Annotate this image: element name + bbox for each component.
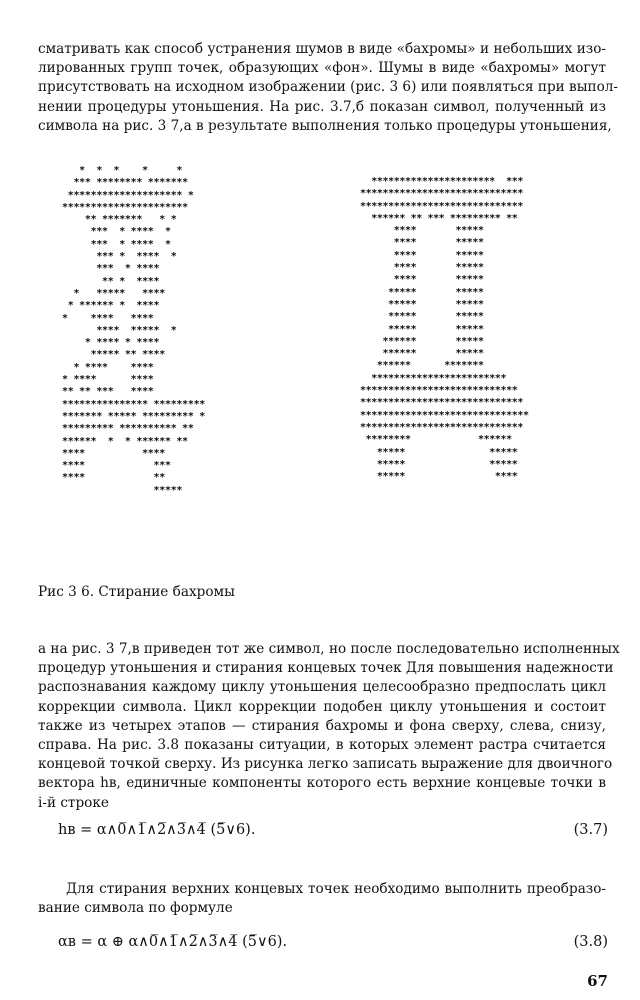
text-line: вектора hв, единичные компоненты которого есть верхние концевые точки в bbox=[38, 775, 606, 792]
paragraph-1 bbox=[38, 40, 618, 136]
equation-number: (3.7) bbox=[573, 822, 608, 838]
paragraph-3 bbox=[38, 880, 606, 918]
equation-formula: αв = α ⊕ α∧0̅∧1̅∧2̅∧3̅∧4̅ (5̅∨6). bbox=[58, 934, 288, 950]
figure-caption: Рис 3 6. Стирание бахромы bbox=[38, 584, 235, 600]
text-line: процедур утоньшения и стирания концевых точек Для повышения надежности bbox=[38, 660, 614, 677]
text-line: распознавания каждому циклу утоньшения целесообразно предпослать цикл bbox=[38, 679, 606, 696]
paragraph-2 bbox=[38, 640, 620, 813]
text-line: Для стирания верхних концевых точек необходимо выполнить преобразо- bbox=[66, 881, 606, 897]
figure-right-clean-symbol: ********************** *** ***************************** ***************************** ****** ** *** ********* ** **** ***** **** ***** **** ***** **** ***** **** ***** ***** ***** ***** ***** ***** ***** ***** ***** ****** ***** ****** ***** ****** ******* ************************ **************************** ***************************** ****************************** ***************************** ******** ****** ***** ***** ***** ***** ***** **** bbox=[360, 176, 529, 483]
text-line: коррекции символа. Цикл коррекции подобен циклу утоньшения и состоит bbox=[38, 698, 606, 715]
page-number: 67 bbox=[587, 972, 608, 990]
text-line: а на рис. 3 7,в приведен тот же символ, но после последовательно исполненных bbox=[38, 641, 620, 657]
text-line: сматривать как способ устранения шумов в виде «бахромы» и небольших изо- bbox=[38, 41, 606, 57]
text-line: символа на рис. 3 7,а в результате выполнения только процедуры утоньшения, bbox=[38, 117, 612, 134]
equation-formula: hв = α∧0̅∧1̅∧2̅∧3̅∧4̅ (5̅∨6). bbox=[58, 822, 256, 838]
text-line: i-й строке bbox=[38, 794, 109, 811]
text-line: также из четырех этапов — стирания бахромы и фона сверху, слева, снизу, bbox=[38, 717, 606, 734]
text-line: нении процедуры утоньшения. На рис. 3.7,б показан символ, полученный из bbox=[38, 98, 606, 115]
text-line: лированных групп точек, образующих «фон». Шумы в виде «бахромы» могут bbox=[38, 60, 606, 77]
figure-left-noisy-symbol: * * * * * *** ******** ******* ******************** * ********************** ** ******* * * *** * **** * *** * **** * *** * **** * *** * **** ** * **** * ***** **** * ****** * **** * **** **** **** ***** * * **** * **** ***** ** **** * **** **** * **** **** ** ** *** **** *************** ********* ******* ***** ********* * ********* ********** ** ****** * * ****** ** **** **** **** *** **** ** ***** bbox=[62, 165, 206, 496]
text-line: вание символа по формуле bbox=[38, 900, 233, 917]
text-line: справа. На рис. 3.8 показаны ситуации, в которых элемент растра считается bbox=[38, 737, 606, 754]
text-line: концевой точкой сверху. Из рисунка легко записать выражение для двоичного bbox=[38, 756, 613, 773]
text-line: присутствовать на исходном изображении (рис. 3 6) или появляться при выпол- bbox=[38, 79, 618, 96]
equation-number: (3.8) bbox=[573, 934, 608, 950]
